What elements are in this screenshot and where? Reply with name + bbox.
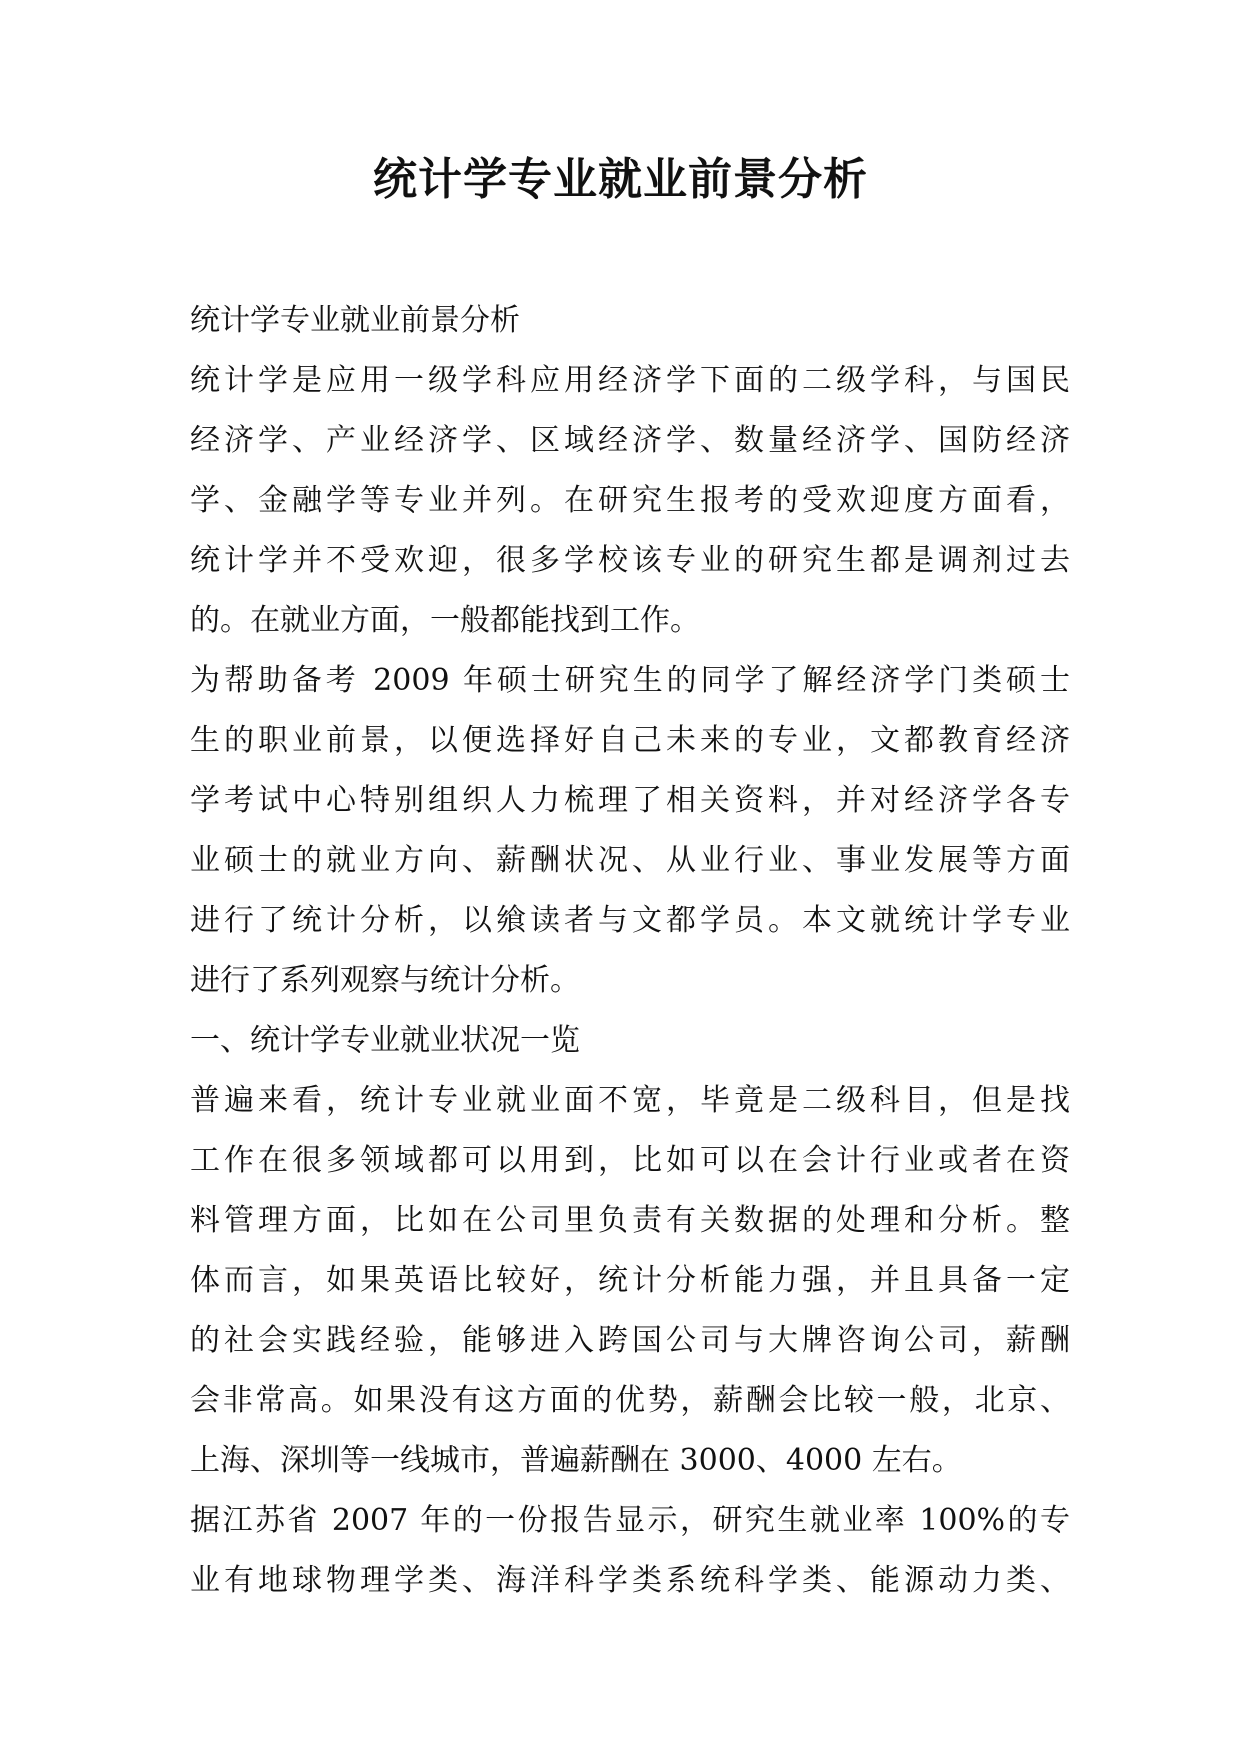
paragraph-line: 的。在就业方面，一般都能找到工作。 — [190, 603, 700, 638]
paragraph-line: 业硕士的就业方向、薪酬状况、从业行业、事业发展等方面 — [190, 843, 1070, 878]
document-title: 统计学专业就业前景分析 — [373, 154, 868, 205]
paragraph-line: 统计学并不受欢迎，很多学校该专业的研究生都是调剂过去 — [190, 543, 1070, 578]
section-heading: 一、统计学专业就业状况一览 — [190, 1023, 580, 1058]
paragraph-line: 生的职业前景，以便选择好自己未来的专业，文都教育经济 — [190, 723, 1070, 758]
paragraph-line: 的社会实践经验，能够进入跨国公司与大牌咨询公司，薪酬 — [190, 1323, 1070, 1358]
paragraph-line: 工作在很多领域都可以用到，比如可以在会计行业或者在资 — [190, 1143, 1070, 1178]
paragraph-line: 业有地球物理学类、海洋科学类系统科学类、能源动力类、 — [190, 1563, 1070, 1598]
document-body — [190, 291, 1070, 1611]
paragraph-line: 经济学、产业经济学、区域经济学、数量经济学、国防经济 — [190, 423, 1070, 458]
paragraph-line: 体而言，如果英语比较好，统计分析能力强，并且具备一定 — [190, 1263, 1070, 1298]
paragraph-line: 统计学专业就业前景分析 — [190, 303, 520, 338]
paragraph-line: 统计学是应用一级学科应用经济学下面的二级学科，与国民 — [190, 363, 1070, 398]
paragraph-line: 进行了系列观察与统计分析。 — [190, 963, 580, 998]
paragraph-line: 为帮助备考 2009 年硕士研究生的同学了解经济学门类硕士 — [190, 663, 1070, 698]
paragraph-line: 学、金融学等专业并列。在研究生报考的受欢迎度方面看， — [190, 483, 1070, 518]
paragraph-line: 上海、深圳等一线城市，普遍薪酬在 3000、4000 左右。 — [190, 1443, 962, 1478]
paragraph-line: 学考试中心特别组织人力梳理了相关资料，并对经济学各专 — [190, 783, 1070, 818]
paragraph-line: 普遍来看，统计专业就业面不宽，毕竟是二级科目，但是找 — [190, 1083, 1070, 1118]
paragraph-line: 料管理方面，比如在公司里负责有关数据的处理和分析。整 — [190, 1203, 1070, 1238]
paragraph-line: 据江苏省 2007 年的一份报告显示，研究生就业率 100%的专 — [190, 1503, 1070, 1538]
paragraph-line: 会非常高。如果没有这方面的优势，薪酬会比较一般，北京、 — [190, 1383, 1070, 1418]
paragraph-line: 进行了统计分析，以飨读者与文都学员。本文就统计学专业 — [190, 903, 1070, 938]
